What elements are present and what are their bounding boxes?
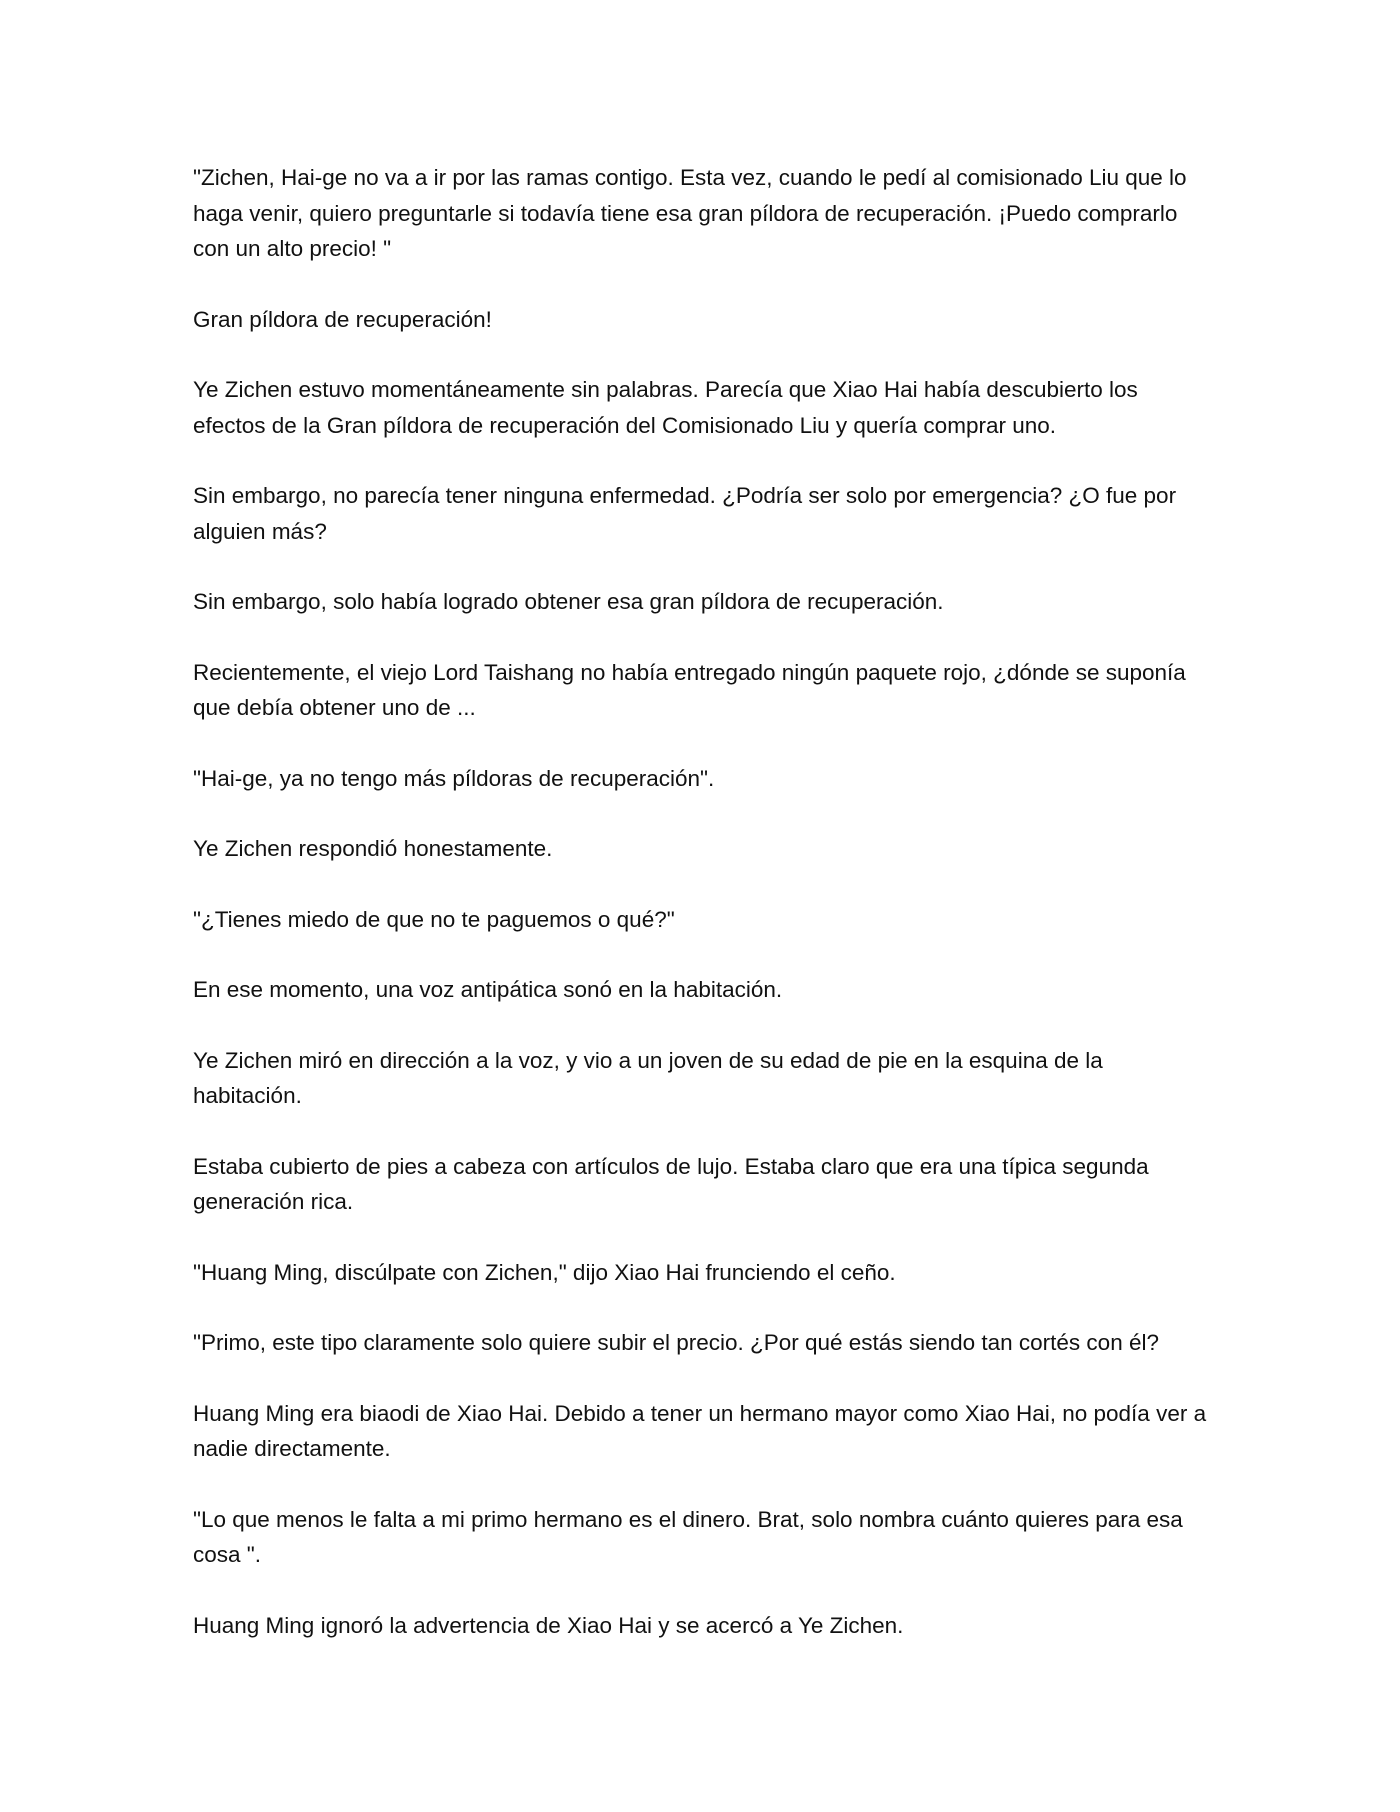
paragraph: Sin embargo, solo había logrado obtener esa gran píldora de recuperación. [193,589,944,614]
document-body [193,160,1213,1678]
paragraph: Ye Zichen respondió honestamente. [193,836,553,861]
paragraph: En ese momento, una voz antipática sonó en la habitación. [193,977,783,1002]
paragraph: Recientemente, el viejo Lord Taishang no había entregado ningún paquete rojo, ¿dónde se suponía que debía obtener uno de ... [193,659,1186,720]
paragraph: Sin embargo, no parecía tener ninguna enfermedad. ¿Podría ser solo por emergencia? ¿O fue por alguien más? [193,483,1177,544]
paragraph: Ye Zichen miró en dirección a la voz, y vio a un joven de su edad de pie en la esquina de la habitación. [193,1047,1103,1108]
paragraph: "Zichen, Hai-ge no va a ir por las ramas contigo. Esta vez, cuando le pedí al comisionado Liu que lo haga venir, quiero preguntarle si todavía tiene esa gran píldora de recuperación. ¡Puedo comprarlo con un alto precio! " [193,165,1187,261]
paragraph: Ye Zichen estuvo momentáneamente sin palabras. Parecía que Xiao Hai había descubierto los efectos de la Gran píldora de recuperación del Comisionado Liu y quería comprar uno. [193,377,1138,438]
paragraph: Gran píldora de recuperación! [193,306,492,332]
paragraph: Huang Ming ignoró la advertencia de Xiao Hai y se acercó a Ye Zichen. [193,1612,904,1638]
paragraph: "Lo que menos le falta a mi primo hermano es el dinero. Brat, solo nombra cuánto quieres para esa cosa ". [193,1506,1183,1567]
paragraph: Estaba cubierto de pies a cabeza con artículos de lujo. Estaba claro que era una típica segunda generación rica. [193,1153,1149,1214]
paragraph: "¿Tienes miedo de que no te paguemos o qué?" [193,906,675,932]
paragraph: Huang Ming era biaodi de Xiao Hai. Debido a tener un hermano mayor como Xiao Hai, no podía ver a nadie directamente. [193,1400,1207,1461]
paragraph: "Primo, este tipo claramente solo quiere subir el precio. ¿Por qué estás siendo tan cortés con él? [193,1330,1159,1355]
paragraph: "Hai-ge, ya no tengo más píldoras de recuperación". [193,765,715,791]
paragraph: "Huang Ming, discúlpate con Zichen," dijo Xiao Hai frunciendo el ceño. [193,1259,896,1285]
